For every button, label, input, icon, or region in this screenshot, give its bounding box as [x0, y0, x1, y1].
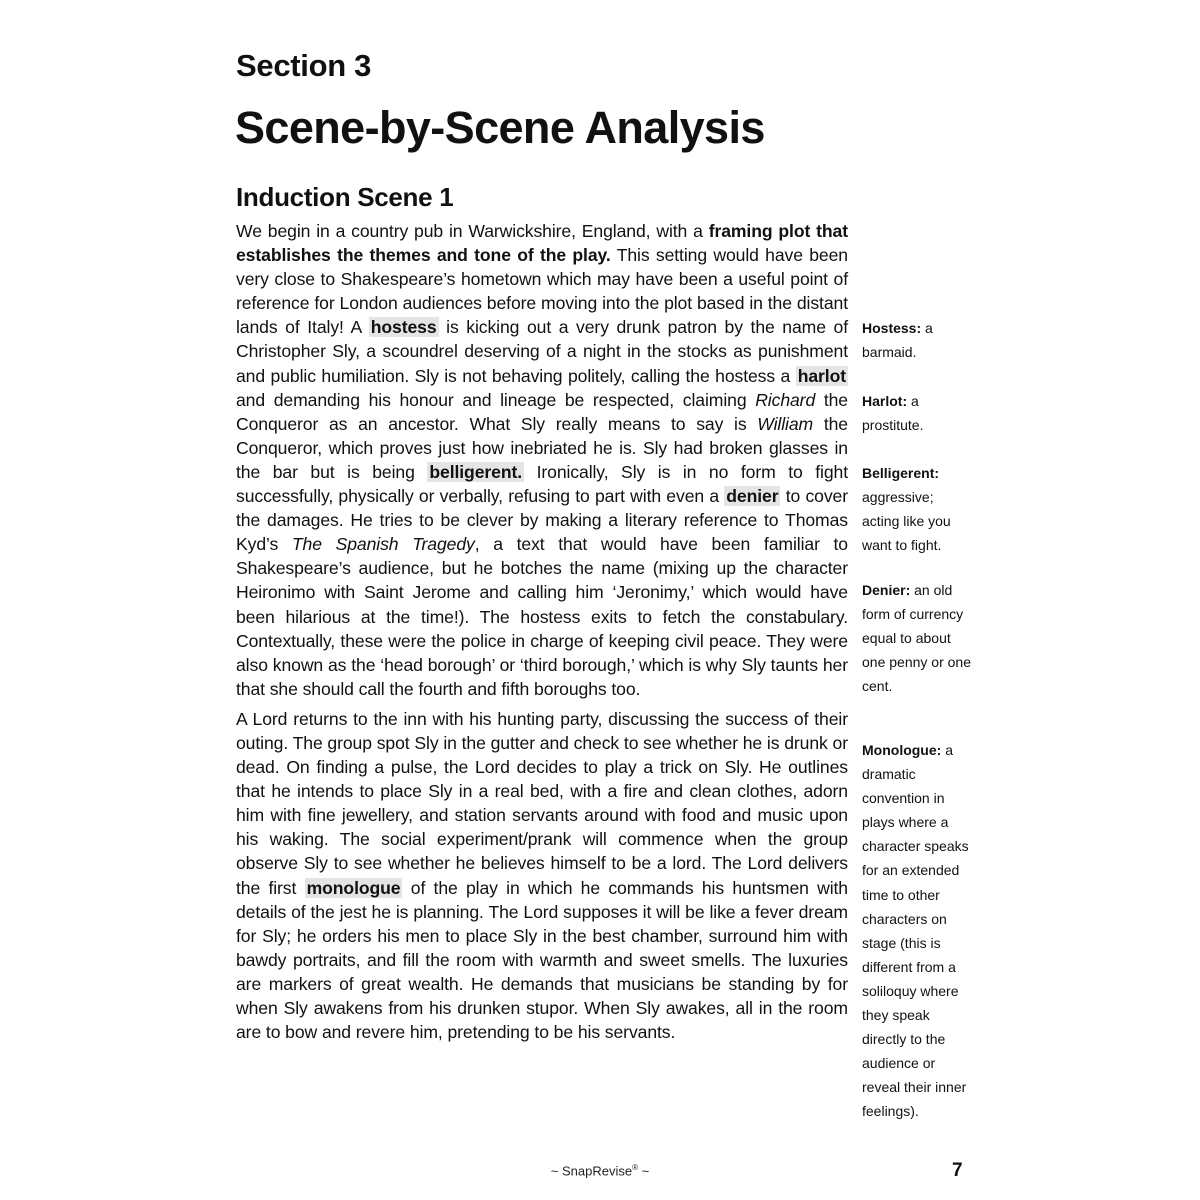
- text-run: and demanding his honour and lineage be respected, claiming: [236, 389, 756, 410]
- text-run: to cover the damages. He tries to be clever by making a literary reference to Thomas Kyd’s: [236, 486, 849, 555]
- glossary-definition: a barmaid.: [862, 320, 933, 361]
- glossary-definition: a dramatic convention in plays where a character speaks for an extended time to other characters on stage (this is different from a soliloquy where they speak directly to the audience or reveal their inner feelings).: [862, 742, 969, 1120]
- text-run: We begin in a country pub in Warwickshire, England, with a: [236, 221, 709, 241]
- italic-richard: Richard: [755, 389, 816, 410]
- glossary-term: Belligerent:: [862, 465, 940, 481]
- brand-suffix: ~: [638, 1163, 650, 1179]
- key-term-harlot: harlot: [797, 365, 846, 386]
- glossary-term: Denier:: [862, 582, 911, 598]
- italic-spanish-tragedy: The Spanish Tragedy: [291, 534, 475, 555]
- text-run: is kicking out a very drunk patron by the name of Christopher Sly, a scoundrel deserving of a night in the stocks as punishment and public humiliation. Sly is not behaving politely, calling the hostess a: [236, 317, 848, 386]
- body-text: [236, 219, 848, 1050]
- text-run: the Conqueror, which proves just how inebriated he is. Sly had broken glasses in the bar but is being: [236, 413, 848, 482]
- italic-william: William: [757, 413, 814, 434]
- key-term-denier: denier: [726, 486, 779, 507]
- key-term-monologue: monologue: [306, 877, 401, 898]
- glossary-definition: an old form of currency equal to about one penny or one cent.: [862, 582, 971, 695]
- scene-heading: Induction Scene 1: [236, 182, 454, 212]
- page-title: Scene-by-Scene Analysis: [235, 102, 765, 153]
- glossary-hostess: [862, 316, 974, 364]
- glossary-definition: aggressive; acting like you want to fight.: [862, 489, 951, 554]
- text-run: the Conqueror as an ancestor. What Sly really means to say is: [236, 389, 848, 434]
- page-number: 7: [952, 1160, 963, 1181]
- paragraph-1: [236, 219, 848, 701]
- glossary-monologue: [862, 738, 974, 1124]
- glossary-term: Monologue:: [862, 742, 942, 758]
- text-run: , a text that would have been familiar to Shakespeare’s audience, but he botches the name (mixing up the character Heironimo with Saint Jerome and calling him ‘Jeronimy,’ which would have been hilarious at the time!). The hostess exits to fetch the constabulary. Contextually, these were the police in charge of keeping civil peace. They were also known as the ‘head borough’ or ‘third borough,’ which is why Sly taunts her that she should call the fourth and fifth boroughs too.: [236, 534, 848, 699]
- text-run: This setting would have been very close to Shakespeare’s hometown which may have been a useful point of reference for London audiences before moving into the plot based in the distant lands of Italy! A: [236, 245, 848, 338]
- glossary-belligerent: [862, 461, 974, 557]
- paragraph-2: [236, 707, 848, 1044]
- text-run: A Lord returns to the inn with his hunting party, discussing the success of their outing. The group spot Sly in the gutter and check to see whether he is drunk or dead. On finding a pulse, the Lord decides to play a trick on Sly. He outlines that he intends to place Sly in a real bed, with a fire and clean clothes, adorn him with fine jewellery, and station servants around with food and music upon his waking. The social experiment/prank will commence when the group observe Sly to see whether he believes himself to be a lord. The Lord delivers the first: [236, 708, 848, 898]
- glossary-harlot: [862, 389, 974, 437]
- registered-mark: ®: [632, 1163, 638, 1172]
- footer-brand: [0, 1163, 1200, 1178]
- glossary-term: Hostess:: [862, 320, 922, 336]
- emphasis-framing-plot: framing plot that establishes the themes and tone of the play.: [236, 221, 848, 266]
- key-term-hostess: hostess: [370, 317, 437, 338]
- text-run: of the play in which he commands his huntsmen with details of the jest he is planning. The Lord supposes it will be like a fever dream for Sly; he orders his men to place Sly in the best chamber, surround him with bawdy portraits, and fill the room with warmth and sweet smells. The luxuries are markers of great wealth. He demands that musicians be standing by for when Sly awakens from his drunken stupor. When Sly awakes, all in the room are to bow and revere him, pretending to be his servants.: [236, 877, 848, 1043]
- section-label: Section 3: [236, 48, 372, 83]
- glossary-definition: a prostitute.: [862, 393, 924, 434]
- brand-name: ~ SnapRevise: [550, 1163, 633, 1179]
- key-term-belligerent: belligerent.: [429, 461, 523, 482]
- glossary-denier: [862, 578, 974, 698]
- text-run: Ironically, Sly is in no form to fight successfully, physically or verbally, refusing to part with even a: [236, 461, 848, 507]
- glossary-term: Harlot:: [862, 393, 908, 409]
